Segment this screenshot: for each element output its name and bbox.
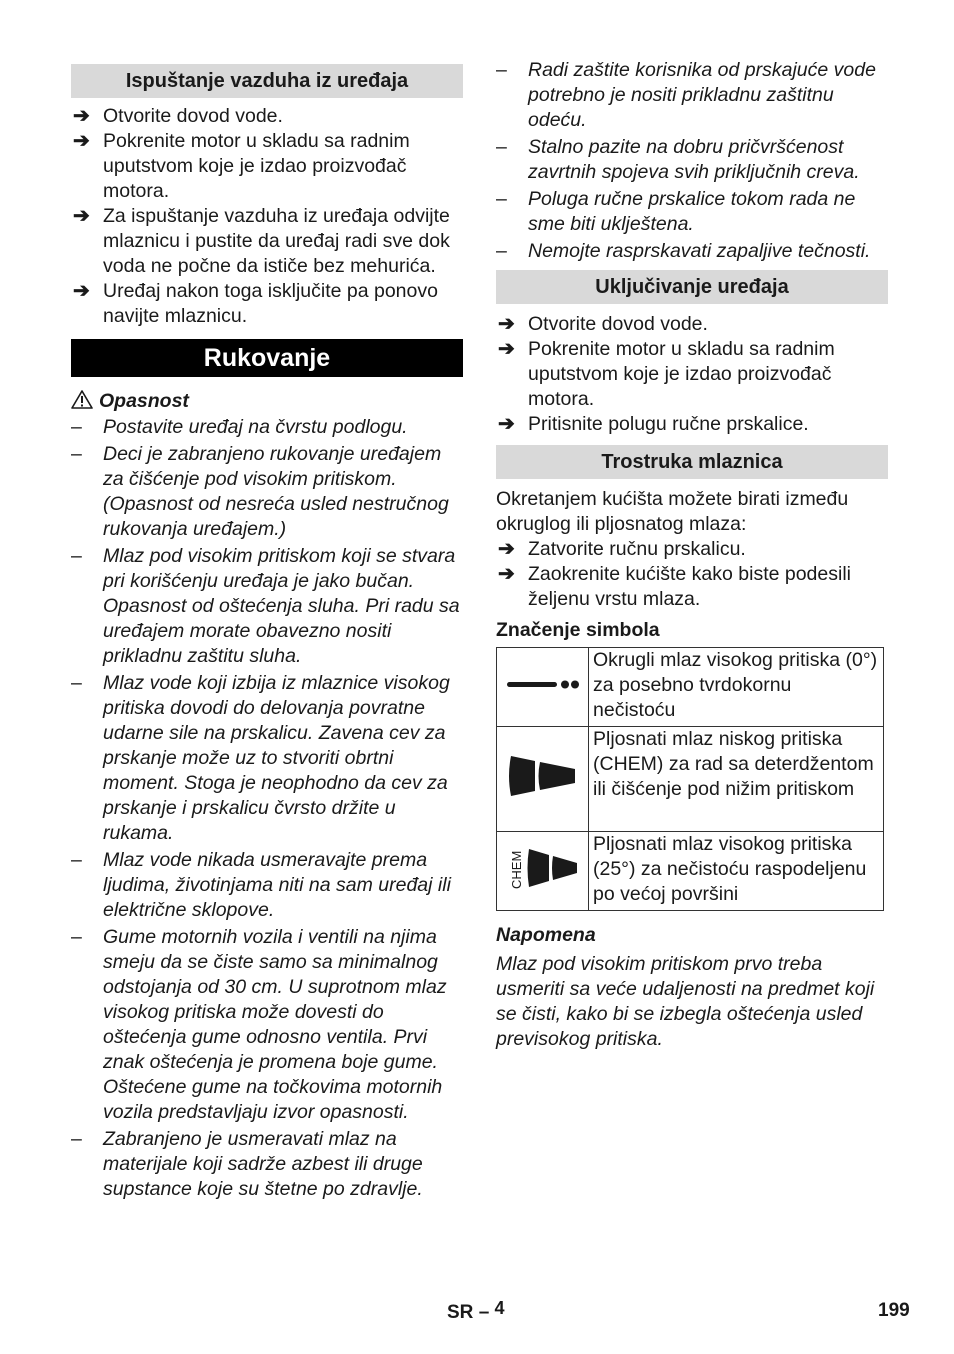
list-item: – Nemojte rasprskavati zapaljive tečnosti. xyxy=(496,240,871,262)
switch-on-steps xyxy=(496,312,888,437)
table-row xyxy=(497,648,884,727)
arrow-right-icon: ➔ xyxy=(498,313,515,335)
symbol-description: Pljosnati mlaz visokog pritiska (25°) za nečistoću raspodeljenu po većoj površini xyxy=(589,832,884,911)
arrow-right-icon: ➔ xyxy=(498,563,515,585)
arrow-right-icon: ➔ xyxy=(73,280,90,302)
arrow-right-icon: ➔ xyxy=(498,538,515,560)
list-item: – Stalno pazite na dobru pričvršćenost zavrtnih spojeva svih priključnih creva. xyxy=(496,136,860,183)
symbol-cell xyxy=(497,648,589,727)
nozzle-intro: Okretanjem kućišta možete birati između okruglog ili pljosnatog mlaza: xyxy=(496,488,849,535)
flat-jet-low-icon xyxy=(507,753,579,799)
flat-jet-high-icon xyxy=(505,843,581,893)
list-item: – Mlaz vode koji izbija iz mlaznice visokog pritiska dovodi do delovanja povratne udarne sile na prskalicu. Zavena cev za prskanje može uz to stvoriti obrtni moment. Stoga je neophodno da cev za prskanje i prskalicu čvrsto držite u rukama. xyxy=(71,672,450,844)
list-item: ➔ Pokrenite motor u skladu sa radnim uputstvom koje je izdao proizvođač motora. xyxy=(73,130,410,202)
symbol-cell xyxy=(497,832,589,911)
list-item: – Postavite uređaj na čvrstu podlogu. xyxy=(71,416,408,438)
list-item: ➔ Otvorite dovod vode. xyxy=(498,313,708,335)
page-number: 199 xyxy=(878,1300,910,1321)
list-item: – Mlaz vode nikada usmeravajte prema ljudima, životinjama niti na sam uređaj ili električne sklopove. xyxy=(71,849,451,921)
list-item: – Radi zaštite korisnika od prskajuće vode potrebno je nositi prikladnu zaštitnu odeću. xyxy=(496,59,876,131)
symbols-label: Značenje simbola xyxy=(496,619,660,641)
section-heading-air-release: Ispuštanje vazduha iz uređaja xyxy=(71,64,463,98)
round-jet-icon xyxy=(505,677,581,693)
symbol-cell xyxy=(497,727,589,832)
symbol-description: Pljosnati mlaz niskog pritiska (CHEM) za rad sa deterdžentom ili čišćenje pod nižim pritiskom xyxy=(589,727,884,832)
symbols-table xyxy=(496,647,884,911)
list-item: ➔ Uređaj nakon toga isključite pa ponovo navijte mlaznicu. xyxy=(73,280,438,327)
nozzle-steps xyxy=(496,537,888,612)
section-heading-switch-on: Uključivanje uređaja xyxy=(496,270,888,304)
arrow-right-icon: ➔ xyxy=(498,413,515,435)
note-label: Napomena xyxy=(496,924,596,946)
safety-list xyxy=(496,58,888,264)
list-item: – Deci je zabranjeno rukovanje uređajem za čišćenje pod visokim pritiskom. (Opasnost od nesreća usled nestručnog rukovanja uređajem.) xyxy=(71,443,449,540)
list-item: ➔ Zaokrenite kućište kako biste podesili željenu vrstu mlaza. xyxy=(498,563,851,610)
arrow-right-icon: ➔ xyxy=(498,338,515,360)
symbol-description: Okrugli mlaz visokog pritiska (0°) za posebno tvrdokornu nečistoću xyxy=(589,648,884,727)
list-item: – Poluga ručne prskalice tokom rada ne sme biti uklještena. xyxy=(496,188,856,235)
arrow-right-icon: ➔ xyxy=(73,130,90,152)
list-item: ➔ Za ispuštanje vazduha iz uređaja odvijte mlaznicu i pustite da uređaj radi sve dok voda ne počne da ističe bez mehurića. xyxy=(73,205,450,277)
list-item: ➔ Otvorite dovod vode. xyxy=(73,105,283,127)
chapter-heading-operation: Rukovanje xyxy=(71,339,463,377)
air-release-steps xyxy=(71,104,463,329)
list-item: ➔ Pokrenite motor u skladu sa radnim uputstvom koje je izdao proizvođač motora. xyxy=(498,338,835,410)
list-item: – Zabranjeno je usmeravati mlaz na materijale koji sadrže azbest ili druge supstance koje su štetne po zdravlje. xyxy=(71,1128,423,1200)
table-row xyxy=(497,832,884,911)
footer-section-code: SR – 4 xyxy=(447,1298,505,1323)
section-heading-triple-nozzle: Trostruka mlaznica xyxy=(496,445,888,479)
list-item: ➔ Pritisnite polugu ručne prskalice. xyxy=(498,413,809,435)
list-item: – Gume motornih vozila i ventili na njima smeju da se čiste samo sa minimalnog odstojanja od 30 cm. U suprotnom mlaz visokog pritiska može dovesti do oštećenja gume odnosno ventila. Prvi znak oštećenja je promena boje gume. Oštećene gume na točkovima motornih vozila predstavljaju izvor opasnosti. xyxy=(71,926,447,1123)
arrow-right-icon: ➔ xyxy=(73,105,90,127)
list-item: ➔ Zatvorite ručnu prskalicu. xyxy=(498,538,746,560)
danger-list xyxy=(71,415,463,1202)
left-column xyxy=(71,64,463,1204)
table-row xyxy=(497,727,884,832)
svg-text:CHEM: CHEM xyxy=(508,850,524,889)
list-item: – Mlaz pod visokim pritiskom koji se stvara pri korišćenju uređaja je jako bučan. Opasnost od oštećenja sluha. Pri radu sa uređajem morate obavezno nositi prikladnu zaštitu sluha. xyxy=(71,545,460,667)
arrow-right-icon: ➔ xyxy=(73,205,90,227)
right-column xyxy=(496,58,888,1052)
note-text: Mlaz pod visokim pritiskom prvo treba usmeriti sa veće udaljenosti na predmet koji se čisti, kako bi se izbegla oštećenja usled previsokog pritiska. xyxy=(496,953,875,1050)
danger-label: Opasnost xyxy=(71,387,463,415)
warning-triangle-icon xyxy=(71,389,93,417)
